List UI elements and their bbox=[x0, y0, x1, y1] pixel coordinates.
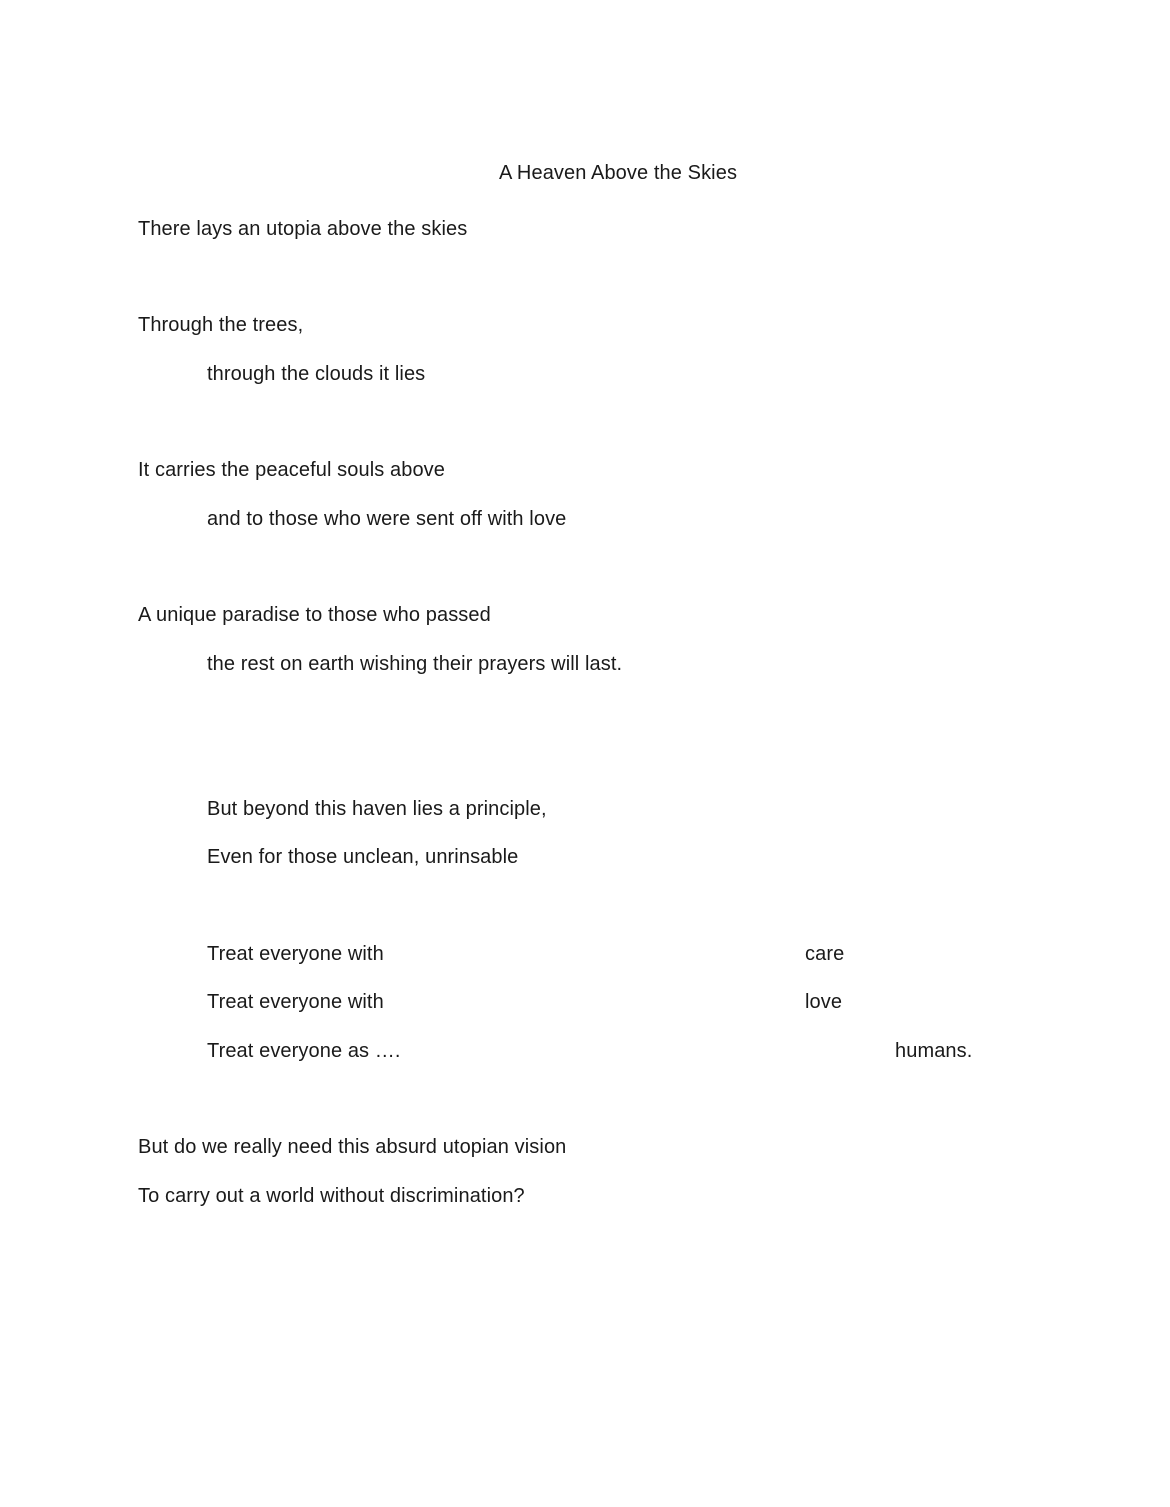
poem-line: It carries the peaceful souls above bbox=[138, 459, 446, 481]
poem-line: Treat everyone with bbox=[207, 943, 384, 965]
poem-line: and to those who were sent off with love bbox=[207, 508, 567, 530]
poem-line: But beyond this haven lies a principle, bbox=[207, 798, 547, 820]
poem-line-word: love bbox=[805, 991, 843, 1013]
poem-line: There lays an utopia above the skies bbox=[138, 218, 468, 240]
poem-line: through the clouds it lies bbox=[207, 363, 426, 385]
poem-line: Through the trees, bbox=[138, 314, 304, 336]
poem-line: To carry out a world without discrimination? bbox=[138, 1185, 525, 1207]
poem-line: But do we really need this absurd utopian vision bbox=[138, 1136, 567, 1158]
poem-line: Treat everyone with bbox=[207, 991, 384, 1013]
poem-line: the rest on earth wishing their prayers will last. bbox=[207, 653, 623, 675]
poem-line-word: care bbox=[805, 943, 845, 965]
poem-line-word: humans. bbox=[895, 1040, 973, 1062]
poem-title: A Heaven Above the Skies bbox=[498, 162, 738, 184]
poem-line: A unique paradise to those who passed bbox=[138, 604, 491, 626]
poem-line: Treat everyone as …. bbox=[207, 1040, 401, 1062]
poem-line: Even for those unclean, unrinsable bbox=[207, 846, 519, 868]
